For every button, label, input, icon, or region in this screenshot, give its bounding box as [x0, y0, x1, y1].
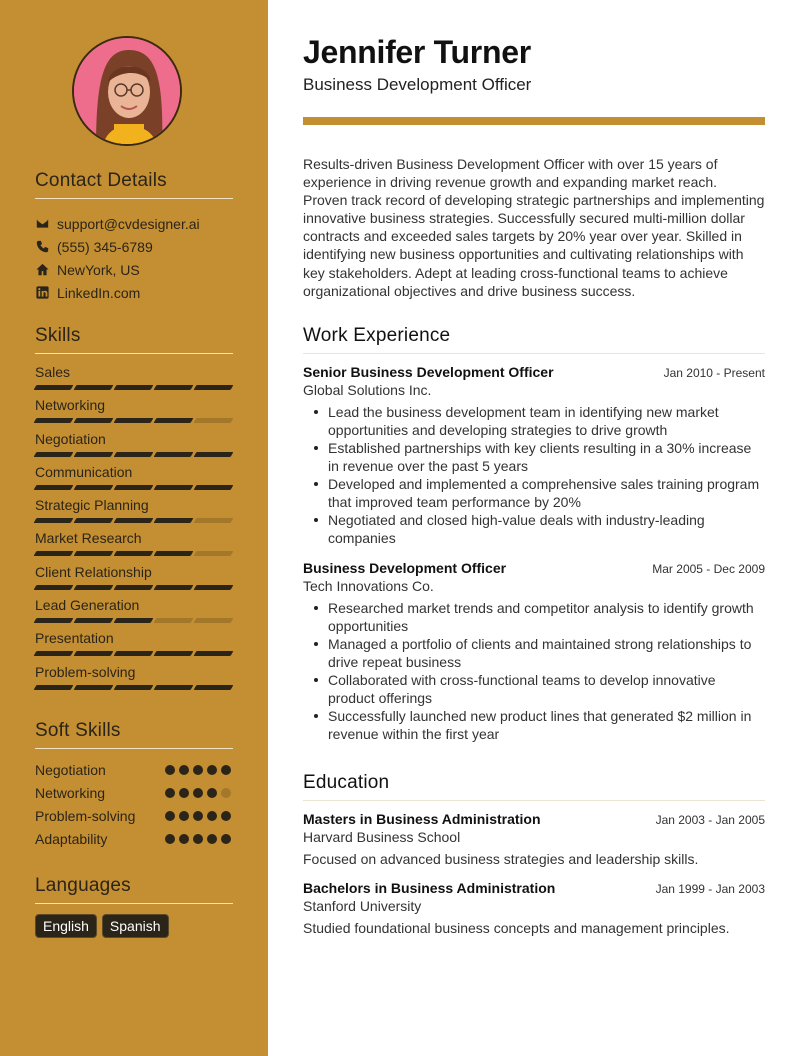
rating-dot: [221, 811, 231, 821]
rating-dot: [221, 788, 231, 798]
rating-dot: [207, 765, 217, 775]
skill-level-segment: [34, 685, 74, 690]
education-date: Jan 2003 - Jan 2005: [655, 813, 765, 827]
skill-level-bar: [35, 518, 233, 523]
skill-item: [35, 530, 233, 563]
language-badge: English: [35, 914, 97, 938]
degree-title: Masters in Business Administration: [303, 811, 541, 827]
skill-level-segment: [34, 651, 74, 656]
skill-name: Problem-solving: [35, 663, 136, 680]
skill-level-bar: [35, 485, 233, 490]
skill-item: [35, 464, 233, 497]
rating-dot: [165, 811, 175, 821]
skill-level-segment: [114, 685, 154, 690]
skill-item: [35, 364, 233, 397]
soft-skill-rating: [165, 811, 231, 821]
rating-dot: [207, 788, 217, 798]
contact-linkedin-text: LinkedIn.com: [57, 284, 141, 301]
rating-dot: [221, 765, 231, 775]
job-bullet: Researched market trends and competitor analysis to identify growth opportunities: [328, 599, 765, 635]
profile-summary: Results-driven Business Development Officer with over 15 years of experience in driving revenue growth and expanding market reach. Proven track record of developing strategic partnerships and implementing innovative business strategies. Successfully secured multi-million dollar contracts and exceeded sales targets by 20% year over year. Skilled in identifying new business opportunities and cultivating relationships with key stakeholders. Adept at leading cross-functional teams to achieve organizational objectives and drive business success.: [303, 156, 765, 299]
contact-email-text: support@cvdesigner.ai: [57, 215, 200, 232]
rating-dot: [179, 765, 189, 775]
language-badge: Spanish: [102, 914, 169, 938]
job-company: Tech Innovations Co.: [303, 578, 434, 594]
skill-level-segment: [74, 685, 114, 690]
soft-skill-item: [35, 804, 233, 827]
skills-list: [35, 364, 233, 697]
skill-level-segment: [154, 418, 194, 423]
job-bullets: [303, 403, 765, 547]
skill-level-bar: [35, 452, 233, 457]
skill-level-segment: [34, 452, 74, 457]
contact-list: [35, 212, 233, 304]
skill-level-segment: [194, 518, 234, 523]
job-title: Business Development Officer: [303, 560, 507, 576]
skills-section-title: Skills: [35, 325, 233, 354]
rating-dot: [193, 788, 203, 798]
school-name: Stanford University: [303, 898, 422, 914]
job-date: Mar 2005 - Dec 2009: [652, 562, 765, 576]
rating-dot: [165, 788, 175, 798]
skill-level-segment: [154, 551, 194, 556]
rating-dot: [193, 834, 203, 844]
soft-skill-item: [35, 827, 233, 850]
job-bullet: Successfully launched new product lines that generated $2 million in revenue within the first year: [328, 707, 765, 743]
soft-skill-name: Problem-solving: [35, 807, 136, 824]
skill-level-segment: [74, 618, 114, 623]
skill-level-segment: [74, 518, 114, 523]
skill-level-segment: [114, 518, 154, 523]
rating-dot: [179, 811, 189, 821]
skill-item: [35, 497, 233, 530]
sidebar: [0, 0, 268, 1056]
languages-section-title: Languages: [35, 875, 233, 904]
education-description: Focused on advanced business strategies and leadership skills.: [303, 851, 699, 867]
contact-location-text: NewYork, US: [57, 261, 140, 278]
skill-item: [35, 597, 233, 630]
skill-level-segment: [74, 385, 114, 390]
soft-skills-list: [35, 758, 233, 850]
job-bullet: Established partnerships with key clients resulting in a 30% increase in revenue over the past 5 years: [328, 439, 765, 475]
rating-dot: [193, 765, 203, 775]
job-company: Global Solutions Inc.: [303, 382, 432, 398]
rating-dot: [179, 788, 189, 798]
candidate-role: Business Development Officer: [303, 75, 532, 94]
languages-list: [35, 914, 169, 938]
skill-level-segment: [74, 651, 114, 656]
contact-linkedin[interactable]: [35, 281, 233, 304]
contact-email[interactable]: [35, 212, 233, 235]
profile-photo: [72, 36, 182, 146]
skill-level-segment: [194, 651, 234, 656]
skill-level-segment: [194, 585, 234, 590]
soft-skill-name: Negotiation: [35, 761, 106, 778]
skill-level-segment: [194, 385, 234, 390]
skill-level-segment: [194, 485, 234, 490]
job-bullet: Collaborated with cross-functional teams to develop innovative product offerings: [328, 671, 765, 707]
skill-name: Communication: [35, 463, 133, 480]
skill-item: [35, 397, 233, 430]
skill-level-segment: [74, 585, 114, 590]
skill-level-segment: [154, 585, 194, 590]
skill-level-bar: [35, 418, 233, 423]
job-title: Senior Business Development Officer: [303, 364, 554, 380]
education-entry: [303, 811, 765, 867]
rating-dot: [207, 811, 217, 821]
skill-level-segment: [114, 551, 154, 556]
work-section-title: Work Experience: [303, 325, 765, 354]
skill-level-segment: [114, 385, 154, 390]
rating-dot: [165, 765, 175, 775]
avatar: [74, 38, 182, 146]
skill-level-segment: [114, 585, 154, 590]
soft-skills-section-title: Soft Skills: [35, 720, 233, 749]
skill-level-bar: [35, 551, 233, 556]
skill-level-segment: [114, 485, 154, 490]
job-entry: [303, 560, 765, 743]
soft-skill-rating: [165, 765, 231, 775]
contact-phone-text: (555) 345-6789: [57, 238, 153, 255]
skill-name: Strategic Planning: [35, 497, 149, 514]
job-bullet: Developed and implemented a comprehensive sales training program that improved team performance by 20%: [328, 475, 765, 511]
skill-level-segment: [194, 618, 234, 623]
email-icon: [35, 217, 49, 231]
contact-location: [35, 258, 233, 281]
job-bullet: Negotiated and closed high-value deals with industry-leading companies: [328, 511, 765, 547]
skill-name: Client Relationship: [35, 563, 152, 580]
rating-dot: [193, 811, 203, 821]
rating-dot: [207, 834, 217, 844]
skill-level-bar: [35, 585, 233, 590]
skill-name: Negotiation: [35, 430, 106, 447]
job-entry: [303, 364, 765, 547]
skill-item: [35, 564, 233, 597]
soft-skill-name: Adaptability: [35, 830, 108, 847]
skill-level-segment: [74, 551, 114, 556]
skill-level-segment: [34, 551, 74, 556]
home-icon: [35, 263, 49, 277]
skill-level-bar: [35, 651, 233, 656]
skill-level-segment: [194, 452, 234, 457]
skill-level-segment: [34, 518, 74, 523]
soft-skill-rating: [165, 834, 231, 844]
accent-divider: [303, 117, 765, 125]
rating-dot: [179, 834, 189, 844]
skill-level-segment: [74, 485, 114, 490]
phone-icon: [35, 240, 49, 254]
skill-item: [35, 431, 233, 464]
skill-name: Sales: [35, 364, 71, 380]
job-bullets: [303, 599, 765, 743]
skill-level-segment: [194, 685, 234, 690]
soft-skill-name: Networking: [35, 784, 106, 801]
skill-level-segment: [154, 385, 194, 390]
degree-title: Bachelors in Business Administration: [303, 880, 556, 896]
skill-level-segment: [34, 385, 74, 390]
skill-level-segment: [74, 452, 114, 457]
skill-level-segment: [34, 485, 74, 490]
linkedin-icon: [35, 286, 49, 300]
skill-level-bar: [35, 685, 233, 690]
education-description: Studied foundational business concepts and management principles.: [303, 920, 730, 936]
skill-level-segment: [154, 618, 194, 623]
skill-name: Market Research: [35, 530, 142, 547]
skill-level-segment: [154, 452, 194, 457]
rating-dot: [221, 834, 231, 844]
skill-level-segment: [194, 551, 234, 556]
skill-level-bar: [35, 385, 233, 390]
school-name: Harvard Business School: [303, 829, 461, 845]
soft-skill-item: [35, 758, 233, 781]
skill-level-segment: [34, 418, 74, 423]
skill-level-segment: [194, 418, 234, 423]
skill-level-segment: [154, 518, 194, 523]
education-date: Jan 1999 - Jan 2003: [655, 882, 765, 896]
skill-level-segment: [114, 651, 154, 656]
contact-phone[interactable]: [35, 235, 233, 258]
job-bullet: Managed a portfolio of clients and maintained strong relationships to drive repeat business: [328, 635, 765, 671]
contact-section-title: Contact Details: [35, 170, 233, 199]
skill-level-segment: [34, 618, 74, 623]
skill-item: [35, 664, 233, 697]
soft-skill-item: [35, 781, 233, 804]
job-date: Jan 2010 - Present: [663, 366, 765, 380]
skill-level-segment: [74, 418, 114, 423]
skill-level-bar: [35, 618, 233, 623]
skill-name: Networking: [35, 397, 106, 414]
skill-level-segment: [114, 418, 154, 423]
job-bullet: Lead the business development team in identifying new market opportunities and developing strategies to drive growth: [328, 403, 765, 439]
skill-level-segment: [154, 485, 194, 490]
education-entry: [303, 880, 765, 936]
skill-level-segment: [154, 651, 194, 656]
skill-level-segment: [114, 618, 154, 623]
candidate-name: Jennifer Turner: [303, 34, 531, 70]
skill-level-segment: [114, 452, 154, 457]
skill-level-segment: [34, 585, 74, 590]
soft-skill-rating: [165, 788, 231, 798]
education-section-title: Education: [303, 772, 765, 801]
skill-name: Lead Generation: [35, 597, 140, 614]
skill-item: [35, 630, 233, 663]
skill-name: Presentation: [35, 630, 114, 647]
skill-level-segment: [154, 685, 194, 690]
rating-dot: [165, 834, 175, 844]
